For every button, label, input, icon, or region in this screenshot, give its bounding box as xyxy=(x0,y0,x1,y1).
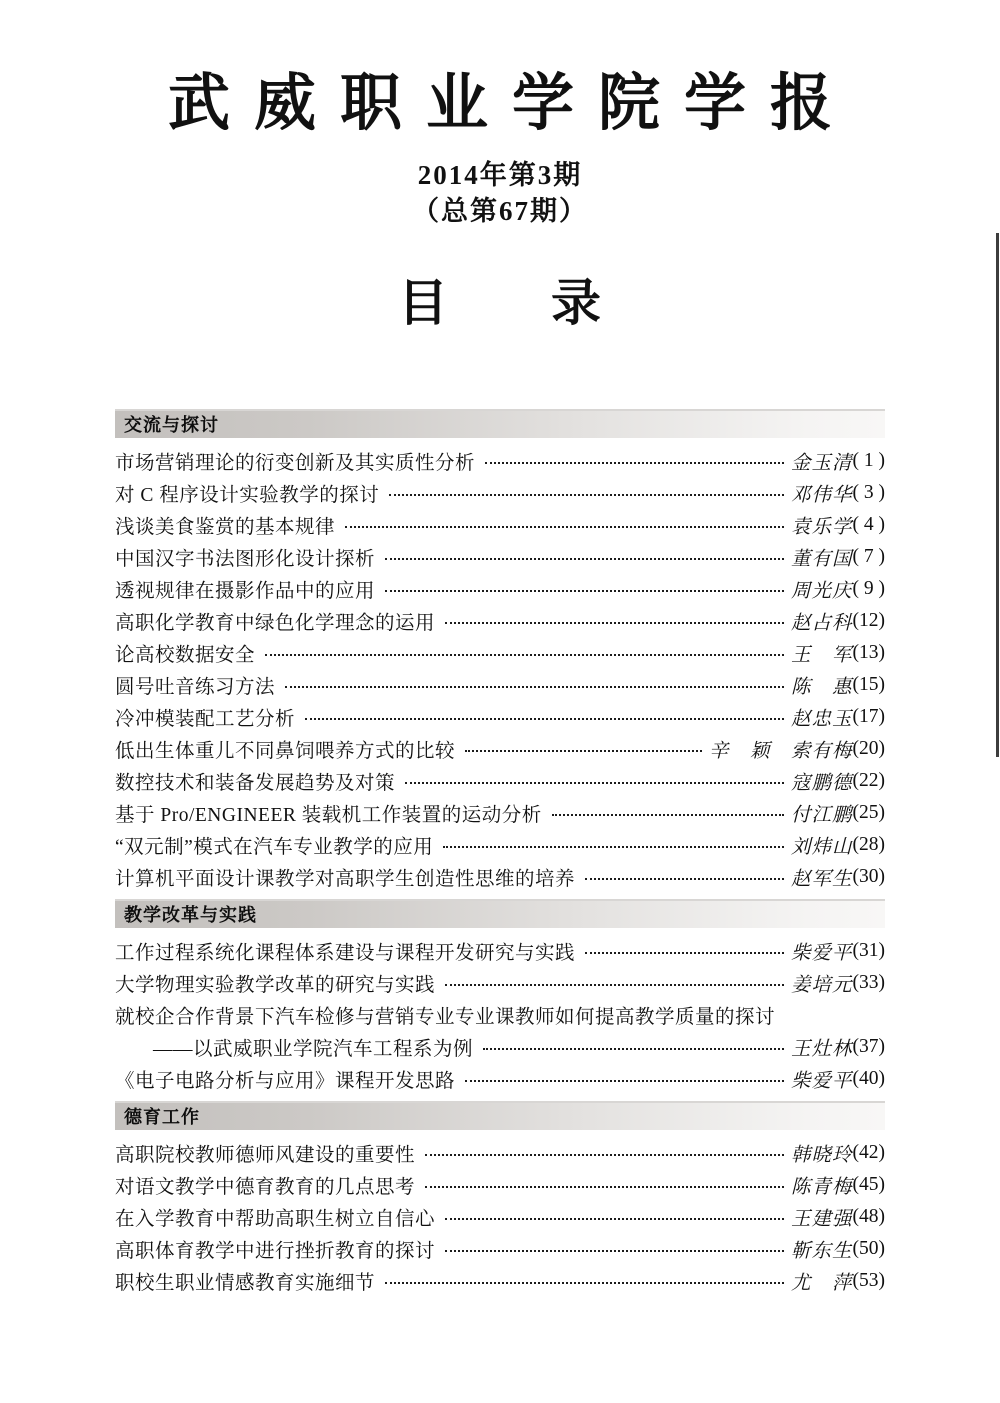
article-title: 对 C 程序设计实验教学的探讨 xyxy=(115,484,380,506)
article-author: 周光庆 xyxy=(790,580,853,602)
section-header-teaching-reform xyxy=(115,899,885,928)
toc-item xyxy=(115,701,885,733)
article-page: ( 4 ) xyxy=(852,513,885,535)
toc-item xyxy=(115,1063,885,1095)
article-title: 高职院校教师德师风建设的重要性 xyxy=(115,1144,416,1166)
article-page: ( 3 ) xyxy=(852,481,885,503)
toc-item xyxy=(115,861,885,893)
dot-leader xyxy=(465,750,702,752)
article-page: (48) xyxy=(852,1205,885,1227)
article-page: (30) xyxy=(852,865,885,887)
dot-leader xyxy=(285,686,784,688)
article-page: (22) xyxy=(852,769,885,791)
article-page: (13) xyxy=(852,641,885,663)
dot-leader xyxy=(265,654,784,656)
dot-leader xyxy=(465,1080,784,1082)
dot-leader xyxy=(585,952,784,954)
article-title: 冷冲模装配工艺分析 xyxy=(115,708,296,730)
article-page: (33) xyxy=(852,971,885,993)
article-title: 基于 Pro/ENGINEER 装载机工作装置的运动分析 xyxy=(115,804,542,826)
dot-leader xyxy=(389,494,784,496)
article-author: 付江鹏 xyxy=(790,804,853,826)
page-header xyxy=(0,0,1000,333)
article-title: 透视规律在摄影作品中的应用 xyxy=(115,580,376,602)
article-title: 高职体育教学中进行挫折教育的探讨 xyxy=(115,1240,436,1262)
article-title: 就校企合作背景下汽车检修与营销专业专业课教师如何提高教学质量的探讨 xyxy=(115,1006,776,1028)
article-author: 赵忠玉 xyxy=(790,708,853,730)
dot-leader xyxy=(443,846,784,848)
article-page: (45) xyxy=(852,1173,885,1195)
article-title: 对语文教学中德育教育的几点思考 xyxy=(115,1176,416,1198)
toc-item xyxy=(115,829,885,861)
article-author: 陈青梅 xyxy=(790,1176,853,1198)
toc-item xyxy=(115,445,885,477)
section-header-exchange xyxy=(115,409,885,438)
toc-item xyxy=(115,573,885,605)
article-author: 刘炜山 xyxy=(790,836,853,858)
section-header-moral-education xyxy=(115,1101,885,1130)
toc-item xyxy=(115,477,885,509)
issue-number: 2014年第3期 xyxy=(417,160,583,191)
dot-leader xyxy=(445,622,784,624)
dot-leader xyxy=(345,526,784,528)
toc-item xyxy=(115,1265,885,1297)
article-page: (37) xyxy=(852,1035,885,1057)
dot-leader xyxy=(483,1048,784,1050)
toc-item xyxy=(115,1233,885,1265)
toc-list xyxy=(115,409,885,1297)
article-page: (42) xyxy=(852,1141,885,1163)
article-author: 寇鹏德 xyxy=(790,772,853,794)
article-author: 韩晓玲 xyxy=(790,1144,853,1166)
article-author: 尤 萍 xyxy=(790,1272,853,1294)
article-title: 市场营销理论的衍变创新及其实质性分析 xyxy=(115,452,476,474)
article-title: 论高校数据安全 xyxy=(115,644,256,666)
article-author: 邓伟华 xyxy=(790,484,853,506)
toc-item xyxy=(115,733,885,765)
article-author: 金玉清 xyxy=(790,452,853,474)
article-author: 陈 惠 xyxy=(790,676,853,698)
toc-item xyxy=(115,967,885,999)
article-title: 《电子电路分析与应用》课程开发思路 xyxy=(115,1070,456,1092)
dot-leader xyxy=(425,1154,784,1156)
toc-item xyxy=(115,541,885,573)
article-page: (31) xyxy=(852,939,885,961)
article-title: 大学物理实验教学改革的研究与实践 xyxy=(115,974,436,996)
dot-leader xyxy=(485,462,784,464)
article-page: (50) xyxy=(852,1237,885,1259)
article-title: 中国汉字书法图形化设计探析 xyxy=(115,548,376,570)
article-page: (28) xyxy=(852,833,885,855)
toc-item xyxy=(115,605,885,637)
dot-leader xyxy=(552,814,784,816)
article-page: (53) xyxy=(852,1269,885,1291)
article-page: ( 1 ) xyxy=(852,449,885,471)
page-edge-mark xyxy=(996,233,999,757)
dot-leader xyxy=(385,1282,784,1284)
article-author: 袁乐学 xyxy=(790,516,853,538)
section-label: 教学改革与实践 xyxy=(124,905,257,926)
article-author: 王建强 xyxy=(790,1208,853,1230)
article-page: (25) xyxy=(852,801,885,823)
toc-item xyxy=(115,765,885,797)
article-title: 数控技术和装备发展趋势及对策 xyxy=(115,772,396,794)
article-author: 王 军 xyxy=(790,644,853,666)
article-page: (17) xyxy=(852,705,885,727)
article-page: (20) xyxy=(852,737,885,759)
article-author: 柴爱平 xyxy=(790,1070,853,1092)
dot-leader xyxy=(445,1218,784,1220)
article-title: “双元制”模式在汽车专业教学的应用 xyxy=(115,836,434,858)
section-label: 德育工作 xyxy=(124,1107,200,1128)
article-author: 靳东生 xyxy=(790,1240,853,1262)
article-title: 工作过程系统化课程体系建设与课程开发研究与实践 xyxy=(115,942,576,964)
article-author: 姜培元 xyxy=(790,974,853,996)
dot-leader xyxy=(445,984,784,986)
article-page: ( 7 ) xyxy=(852,545,885,567)
toc-item-title-line xyxy=(115,999,885,1031)
article-page: (15) xyxy=(852,673,885,695)
article-title: 浅谈美食鉴赏的基本规律 xyxy=(115,516,336,538)
toc-item-subtitle-line xyxy=(115,1031,885,1063)
dot-leader xyxy=(585,878,784,880)
toc-item xyxy=(115,797,885,829)
article-title: 圆号吐音练习方法 xyxy=(115,676,276,698)
article-title: 高职化学教育中绿色化学理念的运用 xyxy=(115,612,436,634)
article-title: 在入学教育中帮助高职生树立自信心 xyxy=(115,1208,436,1230)
toc-item xyxy=(115,1201,885,1233)
article-page: (12) xyxy=(852,609,885,631)
dot-leader xyxy=(385,590,784,592)
toc-item xyxy=(115,1169,885,1201)
issue-total-number: （总第67期） xyxy=(412,195,588,226)
toc-item xyxy=(115,637,885,669)
toc-item xyxy=(115,669,885,701)
dot-leader xyxy=(425,1186,784,1188)
article-page: ( 9 ) xyxy=(852,577,885,599)
dot-leader xyxy=(445,1250,784,1252)
article-author: 赵军生 xyxy=(790,868,853,890)
toc-item xyxy=(115,509,885,541)
toc-item xyxy=(115,1137,885,1169)
article-title: 低出生体重儿不同鼻饲喂养方式的比较 xyxy=(115,740,456,762)
article-author: 董有国 xyxy=(790,548,853,570)
article-author: 辛 颖 索有梅 xyxy=(708,740,853,762)
dot-leader xyxy=(405,782,784,784)
toc-heading: 目 录 xyxy=(398,275,602,332)
article-author: 赵占科 xyxy=(790,612,853,634)
dot-leader xyxy=(385,558,784,560)
journal-title: 武威职业学院学报 xyxy=(167,70,856,138)
article-page: (40) xyxy=(852,1067,885,1089)
article-subtitle: ——以武威职业学院汽车工程系为例 xyxy=(153,1038,474,1060)
dot-leader xyxy=(305,718,784,720)
article-title: 计算机平面设计课教学对高职学生创造性思维的培养 xyxy=(115,868,576,890)
article-title: 职校生职业情感教育实施细节 xyxy=(115,1272,376,1294)
article-author: 王灶林 xyxy=(790,1038,853,1060)
article-author: 柴爱平 xyxy=(790,942,853,964)
toc-item xyxy=(115,935,885,967)
section-label: 交流与探讨 xyxy=(124,415,219,436)
